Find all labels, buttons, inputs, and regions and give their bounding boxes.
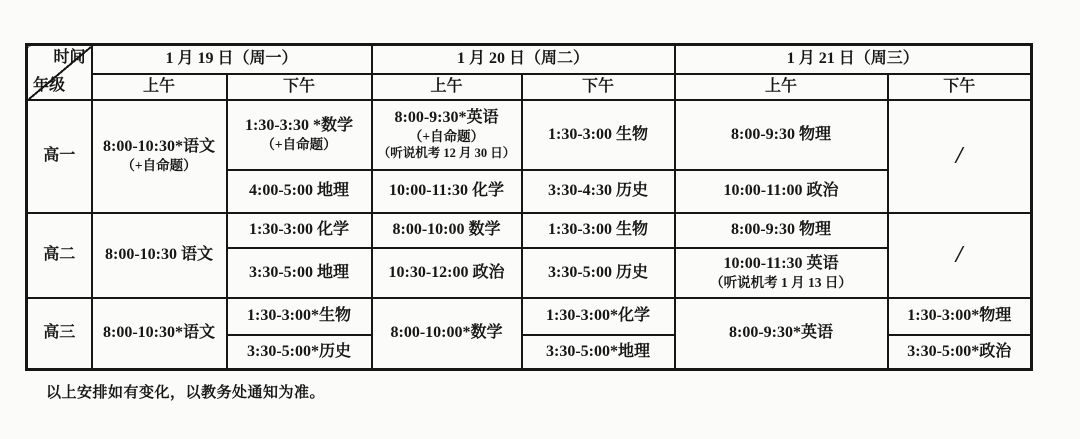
cell-g2-tue-am-1: 8:00-10:00 数学 (372, 213, 522, 248)
cell-g3-tue-am: 8:00-10:00*数学 (372, 298, 522, 370)
cell-g1-mon-pm-2: 4:00-5:00 地理 (227, 170, 372, 213)
date-header-tue: 1 月 20 日（周二） (372, 45, 675, 74)
corner-label-grade: 年级 (33, 76, 66, 94)
grade2-label: 高二 (27, 213, 92, 298)
cell-g3-wed-am: 8:00-9:30*英语 (675, 298, 888, 370)
cell-g2-tue-pm-2: 3:30-5:00 历史 (522, 248, 675, 298)
cell-g1-tue-am-2: 10:00-11:30 化学 (372, 170, 522, 213)
cell-g1-tue-pm-1: 1:30-3:00 生物 (522, 100, 675, 170)
cell-g1-wed-am-1: 8:00-9:30 物理 (675, 100, 888, 170)
exam-note: （听说机考 1 月 13 日） (710, 274, 852, 290)
exam-entry: 10:00-11:30 英语 (723, 254, 839, 272)
cell-g3-wed-pm-1: 1:30-3:00*物理 (888, 298, 1032, 335)
corner-cell-time-grade (27, 45, 92, 100)
exam-schedule-table (25, 43, 1033, 371)
pm-header-tue: 下午 (522, 74, 675, 100)
cell-g1-tue-am-1 (372, 100, 522, 170)
pm-header-wed: 下午 (888, 74, 1032, 100)
exam-note: （+自命题） (408, 128, 485, 144)
cell-g1-mon-pm-1 (227, 100, 372, 170)
exam-entry: 8:00-10:30*语文 (103, 138, 215, 156)
corner-label-time: 时间 (53, 49, 86, 66)
am-header-mon: 上午 (92, 74, 227, 100)
exam-note: （+自命题） (121, 158, 197, 174)
cell-g2-wed-pm-empty: / (888, 213, 1032, 298)
cell-g1-wed-am-2: 10:00-11:00 政治 (675, 170, 888, 213)
cell-g2-wed-am-1: 8:00-9:30 物理 (675, 213, 888, 248)
cell-g3-tue-pm-1: 1:30-3:00*化学 (522, 298, 675, 335)
cell-g3-tue-pm-2: 3:30-5:00*地理 (522, 335, 675, 370)
grade1-label: 高一 (27, 100, 92, 213)
exam-note: （听说机考 12 月 30 日） (377, 146, 516, 161)
grade3-row-top (27, 298, 1032, 335)
cell-g1-tue-pm-2: 3:30-4:30 历史 (522, 170, 675, 213)
cell-g3-mon-am: 8:00-10:30*语文 (92, 298, 227, 370)
cell-g2-mon-am: 8:00-10:30 语文 (92, 213, 227, 298)
am-header-wed: 上午 (675, 74, 888, 100)
footer-note: 以上安排如有变化，以教务处通知为准。 (46, 385, 326, 401)
cell-g2-tue-pm-1: 1:30-3:00 生物 (522, 213, 675, 248)
pm-header-mon: 下午 (227, 74, 372, 100)
grade1-row-top (27, 100, 1032, 170)
cell-g2-wed-am-2 (675, 248, 888, 298)
grade3-label: 高三 (27, 298, 92, 370)
cell-g2-tue-am-2: 10:30-12:00 政治 (372, 248, 522, 298)
date-header-wed: 1 月 21 日（周三） (675, 45, 1032, 74)
date-header-mon: 1 月 19 日（周一） (92, 45, 372, 74)
cell-g3-mon-pm-2: 3:30-5:00*历史 (227, 335, 372, 370)
exam-note: （+自命题） (261, 136, 337, 152)
cell-g2-mon-pm-1: 1:30-3:00 化学 (227, 213, 372, 248)
cell-g3-wed-pm-2: 3:30-5:00*政治 (888, 335, 1032, 370)
header-row-dates (27, 45, 1032, 74)
header-row-ampm (27, 74, 1032, 100)
cell-g1-wed-pm-empty: / (888, 100, 1032, 213)
grade2-row-top (27, 213, 1032, 248)
cell-g1-mon-am (92, 100, 227, 213)
cell-g2-mon-pm-2: 3:30-5:00 地理 (227, 248, 372, 298)
exam-entry: 1:30-3:30 *数学 (245, 116, 353, 134)
am-header-tue: 上午 (372, 74, 522, 100)
cell-g3-mon-pm-1: 1:30-3:00*生物 (227, 298, 372, 335)
exam-entry: 8:00-9:30*英语 (394, 108, 499, 126)
